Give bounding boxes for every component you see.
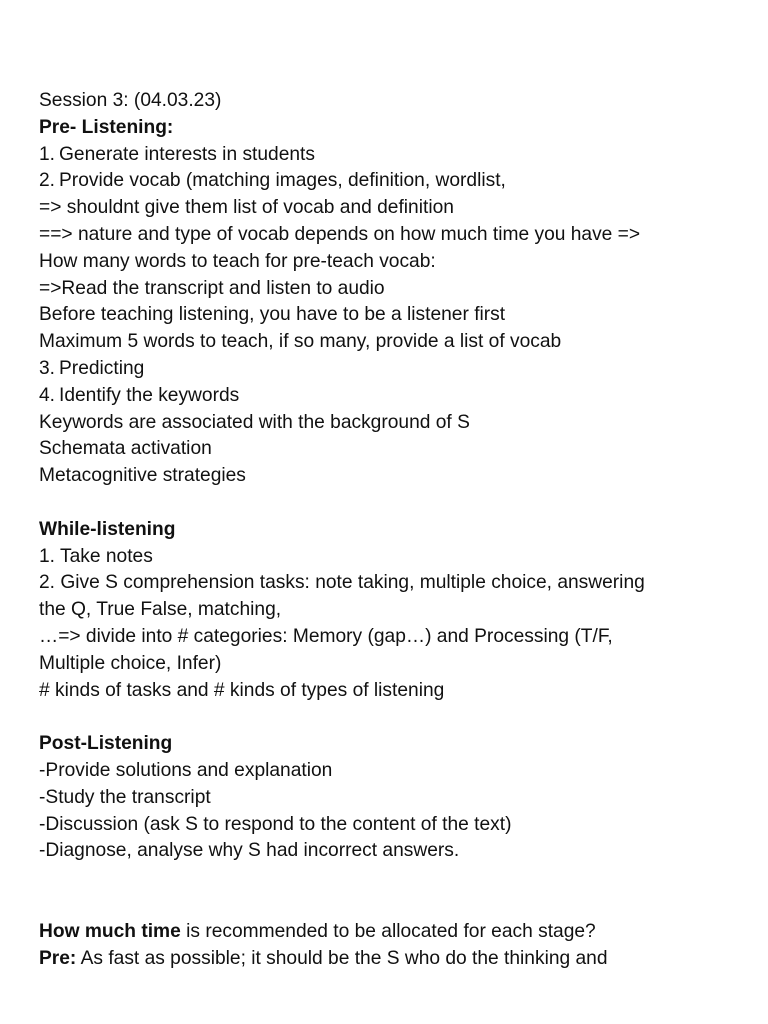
note-line: 2. Give S comprehension tasks: note taking, multiple choice, answering [39, 572, 645, 594]
pre-listening-heading: Pre- Listening: [39, 116, 174, 138]
pre-answer-label: Pre: [39, 947, 77, 969]
list-number: 3. [39, 357, 56, 379]
list-item-text: Generate interests in students [59, 143, 315, 165]
list-item [39, 168, 739, 195]
note-line: 1. Take notes [39, 545, 153, 567]
time-question [39, 919, 739, 946]
list-number: 1. [39, 143, 56, 165]
post-listening-heading: Post-Listening [39, 733, 173, 755]
note-line: -Study the transcript [39, 786, 211, 808]
note-line: -Provide solutions and explanation [39, 759, 333, 781]
list-item-text: Predicting [59, 357, 145, 379]
while-listening-heading: While-listening [39, 518, 176, 540]
pre-answer [39, 946, 739, 973]
note-line: Before teaching listening, you have to be a listener first [39, 304, 506, 326]
list-number: 4. [39, 384, 56, 406]
time-question-text: is recommended to be allocated for each stage? [180, 920, 596, 942]
list-item-text: Identify the keywords [59, 384, 240, 406]
note-line: -Diagnose, analyse why S had incorrect answers. [39, 840, 460, 862]
note-line: # kinds of tasks and # kinds of types of listening [39, 679, 445, 701]
note-line: Schemata activation [39, 438, 212, 460]
note-line: How many words to teach for pre-teach vocab: [39, 250, 436, 272]
list-number: 2. [39, 170, 56, 192]
session-heading: Session 3: (04.03.23) [39, 90, 222, 111]
list-item [39, 142, 739, 169]
document-page [39, 88, 739, 972]
pre-answer-text: As fast as possible; it should be the S who do the thinking and [76, 947, 608, 969]
note-line: Multiple choice, Infer) [39, 652, 222, 674]
note-line: Keywords are associated with the background of S [39, 411, 470, 433]
note-line: -Discussion (ask S to respond to the content of the text) [39, 813, 512, 835]
note-line: …=> divide into # categories: Memory (gap…) and Processing (T/F, [39, 625, 613, 647]
note-line: the Q, True False, matching, [39, 599, 282, 621]
note-line: ==> nature and type of vocab depends on how much time you have => [39, 223, 641, 245]
time-question-bold: How much time [39, 920, 181, 942]
note-line: Maximum 5 words to teach, if so many, provide a list of vocab [39, 331, 562, 353]
note-line: =>Read the transcript and listen to audio [39, 277, 385, 299]
list-item-text: Provide vocab (matching images, definition, wordlist, [59, 170, 506, 192]
note-line: => shouldnt give them list of vocab and definition [39, 197, 454, 219]
list-item [39, 383, 739, 410]
spacer [39, 490, 739, 517]
spacer [39, 704, 739, 731]
note-line: Metacognitive strategies [39, 465, 246, 487]
spacer [39, 865, 739, 919]
list-item [39, 356, 739, 383]
